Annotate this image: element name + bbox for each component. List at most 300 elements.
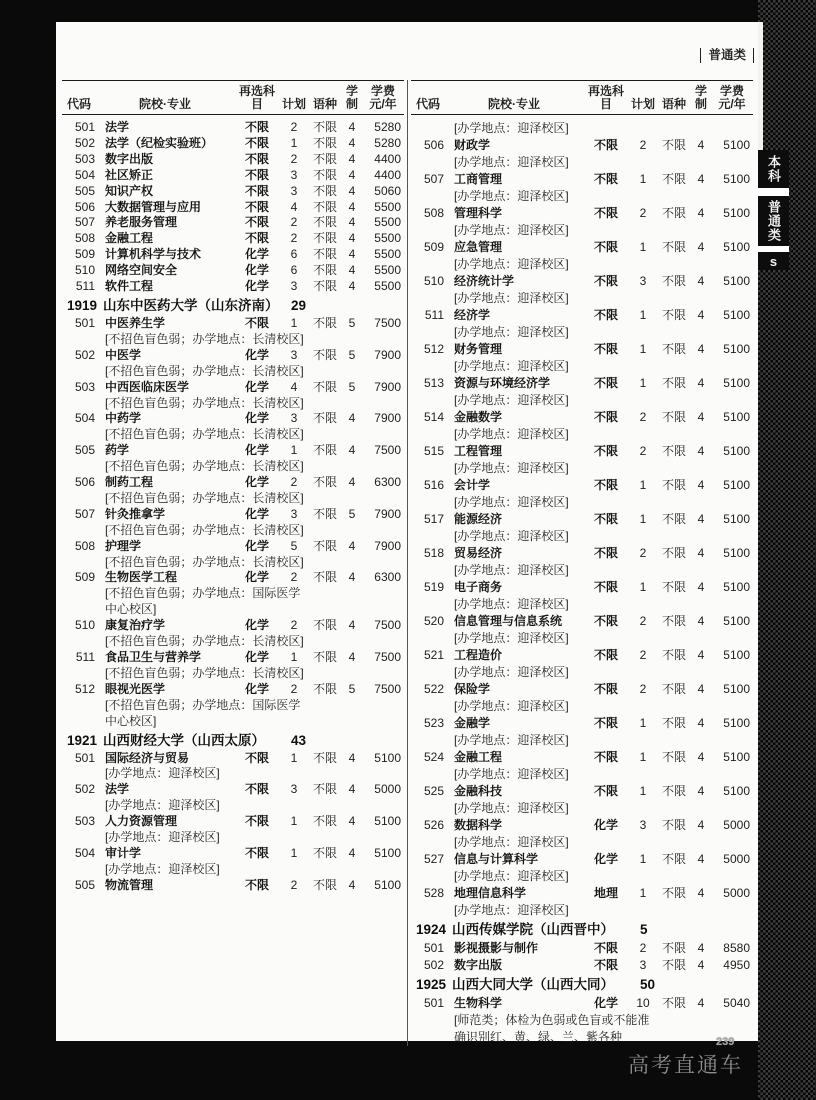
tuition-value: 7500 (374, 681, 401, 696)
language-value: 不限 (312, 167, 337, 182)
table-body-right (411, 115, 753, 1046)
reselect-subject-value: 不限 (244, 199, 269, 214)
years-value: 4 (348, 475, 356, 490)
language-value: 不限 (312, 538, 337, 553)
major-code: 501 (423, 996, 444, 1010)
major-row (62, 120, 404, 136)
language-value: 不限 (661, 342, 686, 356)
tuition-value: 5000 (723, 886, 750, 900)
language-value: 不限 (661, 750, 686, 764)
major-name: 食品卫生与营养学 (105, 650, 202, 664)
tuition-value: 7900 (374, 538, 401, 553)
reselect-subject-value: 化学 (244, 263, 269, 278)
plan-value: 2 (639, 614, 647, 628)
years-value: 4 (697, 784, 705, 798)
major-name: 工程造价 (454, 648, 503, 662)
plan-value: 2 (639, 410, 647, 424)
reselect-subject-value: 不限 (593, 410, 618, 424)
major-code: 501 (74, 120, 95, 134)
years-value: 4 (348, 167, 356, 182)
major-code: 508 (74, 231, 95, 246)
years-value: 4 (348, 279, 356, 294)
years-value: 4 (697, 716, 705, 730)
major-row (62, 475, 404, 491)
major-note: [办学地点：迎泽校区] (454, 155, 569, 169)
years-value: 5 (348, 506, 356, 521)
language-value: 不限 (312, 279, 337, 294)
reselect-subject-value: 不限 (593, 941, 618, 955)
tuition-value: 5100 (723, 138, 750, 152)
table-header-right (411, 80, 753, 115)
major-row (411, 341, 753, 358)
major-row (411, 511, 753, 528)
years-value: 4 (697, 410, 705, 424)
major-name: 工商管理 (454, 172, 503, 186)
major-name: 金融工程 (454, 750, 503, 764)
major-name: 管理科学 (454, 206, 503, 220)
tuition-value: 4400 (374, 167, 401, 182)
major-note: [办学地点：迎泽校区] (454, 767, 569, 781)
major-row (411, 613, 753, 630)
years-value: 4 (348, 618, 356, 633)
header-tuition (711, 85, 753, 111)
reselect-subject-value: 地理 (593, 886, 618, 900)
tuition-value: 7500 (374, 443, 401, 458)
major-code: 520 (423, 614, 444, 628)
reselect-subject-value: 不限 (244, 135, 269, 150)
tuition-value: 5060 (374, 183, 401, 198)
language-value: 不限 (312, 681, 337, 696)
language-value: 不限 (661, 648, 686, 662)
years-value: 4 (348, 877, 356, 892)
plan-value: 3 (290, 506, 298, 521)
major-note: [办学地点：迎泽校区] (105, 861, 220, 876)
tuition-value: 5100 (723, 206, 750, 220)
header-language: 语种 (661, 97, 686, 111)
reselect-subject-value: 不限 (593, 958, 618, 972)
tuition-value: 7900 (374, 506, 401, 521)
years-value: 4 (348, 570, 356, 585)
plan-value: 2 (639, 682, 647, 696)
tuition-value: 4400 (374, 151, 401, 166)
language-value: 不限 (312, 120, 337, 134)
major-row (62, 650, 404, 666)
language-value: 不限 (661, 138, 686, 152)
school-plan-count: 50 (640, 977, 656, 992)
major-row (62, 168, 404, 184)
reselect-subject-value: 不限 (244, 231, 269, 246)
major-note: [办学地点：迎泽校区] (454, 291, 569, 305)
major-note: [办学地点：迎泽校区] (454, 495, 569, 509)
major-code: 516 (423, 478, 444, 492)
major-note: [不招色盲色弱；办学地点：长清校区] (105, 554, 304, 569)
tuition-value: 5000 (723, 818, 750, 832)
reselect-subject-value: 不限 (593, 308, 618, 322)
years-value: 4 (348, 538, 356, 553)
major-name: 养老服务管理 (105, 215, 178, 230)
tuition-value: 5100 (723, 274, 750, 288)
major-row (411, 940, 753, 957)
major-code: 511 (424, 308, 444, 322)
tuition-value: 5100 (723, 546, 750, 560)
header-years-line: 制 (345, 97, 358, 111)
major-row (411, 205, 753, 222)
tuition-value: 5100 (723, 172, 750, 186)
years-value: 4 (697, 958, 705, 972)
language-value: 不限 (312, 650, 337, 664)
language-value: 不限 (312, 618, 337, 633)
language-value: 不限 (312, 475, 337, 490)
reselect-subject-value: 不限 (244, 183, 269, 198)
major-code: 501 (423, 941, 444, 955)
major-name: 经济统计学 (454, 274, 515, 288)
reselect-subject-value: 化学 (244, 681, 269, 696)
plan-value: 2 (639, 941, 647, 955)
reselect-subject-value: 不限 (593, 784, 618, 798)
major-row (62, 263, 404, 279)
major-row (411, 995, 753, 1012)
plan-value: 6 (290, 263, 298, 278)
years-value: 4 (348, 199, 356, 214)
reselect-subject-value: 不限 (244, 845, 269, 860)
language-value: 不限 (312, 135, 337, 150)
tuition-value: 5100 (723, 750, 750, 764)
major-code: 528 (423, 886, 444, 900)
tuition-value: 5100 (723, 376, 750, 390)
major-code: 506 (74, 475, 95, 490)
tuition-value: 8580 (723, 941, 750, 955)
tuition-value: 5040 (723, 996, 750, 1010)
major-name: 财务管理 (454, 342, 503, 356)
major-code: 502 (74, 135, 95, 150)
major-code: 507 (74, 506, 95, 521)
major-name: 中医学 (105, 347, 142, 362)
major-row (411, 817, 753, 834)
reselect-subject-value: 不限 (593, 376, 618, 390)
major-name: 金融工程 (105, 231, 154, 246)
major-note: [办学地点：迎泽校区] (454, 665, 569, 679)
plan-value: 4 (290, 199, 298, 214)
major-name: 经济学 (454, 308, 491, 322)
plan-value: 1 (639, 172, 647, 186)
major-code: 518 (423, 546, 444, 560)
major-name: 社区矫正 (105, 167, 154, 182)
language-value: 不限 (661, 410, 686, 424)
years-value: 4 (348, 650, 356, 664)
reselect-subject-value: 化学 (244, 347, 269, 362)
major-code: 508 (423, 206, 444, 220)
plan-value: 3 (639, 818, 647, 832)
major-note: [办学地点：迎泽校区] (454, 699, 569, 713)
reselect-subject-value: 不限 (593, 206, 618, 220)
plan-value: 1 (639, 376, 647, 390)
language-value: 不限 (312, 845, 337, 860)
major-note: [不招色盲色弱；办学地点：长清校区] (105, 363, 304, 378)
major-row (411, 273, 753, 290)
plan-value: 6 (290, 247, 298, 262)
reselect-subject-value: 不限 (593, 716, 618, 730)
page-number: 239 (716, 1036, 735, 1048)
language-value: 不限 (312, 570, 337, 585)
plan-value: 1 (639, 852, 647, 866)
reselect-subject-value: 化学 (593, 818, 618, 832)
major-code: 510 (74, 263, 95, 278)
major-name: 信息与计算科学 (454, 852, 539, 866)
major-code: 504 (74, 845, 95, 860)
years-value: 4 (697, 478, 705, 492)
major-code: 502 (74, 347, 95, 362)
tuition-value: 5280 (374, 120, 401, 134)
major-note: [办学地点：迎泽校区] (454, 631, 569, 645)
language-value: 不限 (312, 231, 337, 246)
major-name: 法学 (105, 120, 130, 134)
major-row (411, 579, 753, 596)
major-code: 519 (423, 580, 444, 594)
language-value: 不限 (312, 263, 337, 278)
tuition-value: 5500 (374, 279, 401, 294)
major-code: 508 (74, 538, 95, 553)
major-name: 人力资源管理 (105, 814, 178, 829)
plan-value: 3 (639, 958, 647, 972)
reselect-subject-value: 化学 (593, 996, 618, 1010)
plan-value: 1 (639, 784, 647, 798)
reselect-subject-value: 不限 (593, 342, 618, 356)
reselect-subject-value: 不限 (244, 215, 269, 230)
table-column-left (62, 80, 404, 1046)
major-row (62, 782, 404, 798)
plan-value: 2 (639, 206, 647, 220)
plan-value: 1 (639, 342, 647, 356)
major-note: [办学地点：迎泽校区] (454, 393, 569, 407)
tuition-value: 5000 (723, 852, 750, 866)
years-value: 4 (697, 648, 705, 662)
major-row (62, 136, 404, 152)
major-name: 地理信息科学 (454, 886, 527, 900)
reselect-subject-value: 化学 (244, 506, 269, 521)
language-value: 不限 (661, 206, 686, 220)
language-value: 不限 (312, 877, 337, 892)
school-plan-count: 43 (291, 732, 307, 748)
plan-value: 2 (639, 444, 647, 458)
major-name: 网络空间安全 (105, 263, 178, 278)
major-name: 信息管理与信息系统 (454, 614, 563, 628)
major-code: 502 (74, 782, 95, 797)
major-name: 保险学 (454, 682, 491, 696)
reselect-subject-value: 不限 (593, 444, 618, 458)
tuition-value: 5100 (374, 814, 401, 829)
school-plan-count: 5 (640, 922, 648, 937)
tuition-value: 5000 (374, 782, 401, 797)
header-code: 代码 (67, 97, 92, 111)
language-value: 不限 (661, 580, 686, 594)
major-name: 大数据管理与应用 (105, 199, 202, 214)
reselect-subject-value: 化学 (244, 475, 269, 490)
tuition-value: 6300 (374, 570, 401, 585)
major-note: [办学地点：迎泽校区] (454, 733, 569, 747)
language-value: 不限 (661, 512, 686, 526)
major-row (62, 682, 404, 698)
major-row (62, 443, 404, 459)
plan-value: 3 (290, 167, 298, 182)
language-value: 不限 (661, 996, 686, 1010)
header-reselect-subjects: 再选科目 (238, 84, 275, 111)
major-code: 502 (423, 958, 444, 972)
major-code: 509 (423, 240, 444, 254)
major-name: 数据科学 (454, 818, 503, 832)
major-code: 522 (423, 682, 444, 696)
language-value: 不限 (312, 443, 337, 458)
years-value: 4 (348, 782, 356, 797)
tuition-value: 5100 (374, 845, 401, 860)
major-row (62, 200, 404, 216)
reselect-subject-value: 不限 (593, 614, 618, 628)
major-row (411, 443, 753, 460)
major-note: [办学地点：迎泽校区] (454, 597, 569, 611)
major-name: 知识产权 (105, 183, 154, 198)
header-plan: 计划 (281, 97, 306, 111)
school-code: 1921 (66, 732, 97, 748)
reselect-subject-value: 化学 (244, 618, 269, 633)
years-value: 4 (348, 411, 356, 426)
years-value: 4 (697, 240, 705, 254)
major-note: [办学地点：迎泽校区] (454, 869, 569, 883)
reselect-subject-value: 不限 (244, 315, 269, 330)
plan-value: 1 (290, 443, 298, 458)
major-name: 金融科技 (454, 784, 503, 798)
major-row (411, 477, 753, 494)
language-value: 不限 (661, 941, 686, 955)
major-row (62, 507, 404, 523)
major-note: [办学地点：迎泽校区] (454, 325, 569, 339)
language-value: 不限 (661, 818, 686, 832)
major-code: 514 (423, 410, 444, 424)
major-code: 527 (423, 852, 444, 866)
major-note: [办学地点：迎泽校区] (454, 189, 569, 203)
major-row (411, 957, 753, 974)
major-code: 509 (74, 247, 95, 262)
header-code: 代码 (416, 97, 441, 111)
language-value: 不限 (312, 183, 337, 198)
years-value: 4 (697, 444, 705, 458)
years-value: 4 (697, 342, 705, 356)
major-note: [办学地点：迎泽校区] (454, 257, 569, 271)
major-code: 524 (423, 750, 444, 764)
plan-value: 1 (639, 478, 647, 492)
major-row (62, 184, 404, 200)
major-row (62, 316, 404, 332)
years-value: 4 (697, 206, 705, 220)
school-code: 1919 (66, 297, 97, 313)
language-value: 不限 (312, 782, 337, 797)
major-code: 503 (74, 814, 95, 829)
major-name: 针灸推拿学 (105, 506, 166, 521)
plan-value: 2 (290, 475, 298, 490)
plan-value: 2 (290, 231, 298, 246)
tuition-value: 7500 (374, 650, 401, 664)
major-note: [不招色盲色弱；办学地点：长清校区] (105, 395, 304, 410)
reselect-subject-value: 化学 (244, 443, 269, 458)
plan-value: 1 (639, 512, 647, 526)
major-name: 中药学 (105, 411, 142, 426)
reselect-subject-value: 不限 (244, 167, 269, 182)
years-value: 4 (697, 614, 705, 628)
major-row (62, 215, 404, 231)
tuition-value: 5100 (723, 478, 750, 492)
tuition-value: 5100 (374, 877, 401, 892)
plan-value: 2 (290, 215, 298, 230)
header-tuition-line: 学费 (370, 84, 395, 98)
major-code: 507 (423, 172, 444, 186)
years-value: 4 (697, 308, 705, 322)
language-value: 不限 (312, 814, 337, 829)
plan-value: 1 (639, 886, 647, 900)
major-code: 505 (74, 183, 95, 198)
major-note: [师范类；体检为色弱或色盲或不能准确识别红、黄、绿、兰、紫各种 (454, 1013, 650, 1044)
school-section-row (62, 731, 404, 750)
major-note: [不招色盲色弱；办学地点：长清校区] (105, 490, 304, 505)
language-value: 不限 (661, 376, 686, 390)
major-note: [办学地点：迎泽校区] (454, 529, 569, 543)
tuition-value: 7900 (374, 379, 401, 394)
major-name: 护理学 (105, 538, 142, 553)
years-value: 4 (348, 215, 356, 230)
major-name: 软件工程 (105, 279, 154, 294)
school-section-row (411, 920, 753, 939)
major-name: 法学 (105, 782, 130, 797)
header-tuition-line: 学费 (719, 84, 744, 98)
plan-value: 10 (636, 996, 650, 1010)
major-name: 工程管理 (454, 444, 503, 458)
tuition-value: 5100 (723, 784, 750, 798)
tuition-value: 5100 (723, 410, 750, 424)
school-name: 山西传媒学院（山西晋中） (452, 922, 614, 937)
school-name: 山西财经大学（山西太原） (103, 732, 265, 748)
language-value: 不限 (661, 784, 686, 798)
plan-value: 5 (290, 538, 298, 553)
header-years-line: 学 (345, 84, 358, 98)
tuition-value: 5100 (723, 716, 750, 730)
major-code: 523 (423, 716, 444, 730)
language-value: 不限 (312, 151, 337, 166)
major-name: 中西医临床医学 (105, 379, 190, 394)
plan-value: 1 (290, 750, 298, 765)
major-name: 中医养生学 (105, 315, 166, 330)
major-row (62, 814, 404, 830)
language-value: 不限 (312, 315, 337, 330)
reselect-subject-value: 化学 (244, 279, 269, 294)
reselect-subject-value: 不限 (244, 814, 269, 829)
tuition-value: 5500 (374, 199, 401, 214)
language-value: 不限 (312, 506, 337, 521)
major-name: 数字出版 (105, 151, 154, 166)
major-row (62, 539, 404, 555)
major-note: [办学地点：迎泽校区] (105, 766, 220, 781)
tuition-value: 5500 (374, 215, 401, 230)
major-row (411, 307, 753, 324)
major-code: 504 (74, 167, 95, 182)
major-name: 计算机科学与技术 (105, 247, 202, 262)
major-note: [不招色盲色弱；办学地点：长清校区] (105, 634, 304, 649)
plan-value: 3 (290, 183, 298, 198)
years-value: 4 (697, 886, 705, 900)
reselect-subject-value: 不限 (593, 138, 618, 152)
major-code: 504 (74, 411, 95, 426)
major-note: [办学地点：迎泽校区] (454, 427, 569, 441)
major-row (62, 231, 404, 247)
years-value: 4 (348, 443, 356, 458)
major-row (411, 715, 753, 732)
header-years-line: 学 (694, 84, 707, 98)
